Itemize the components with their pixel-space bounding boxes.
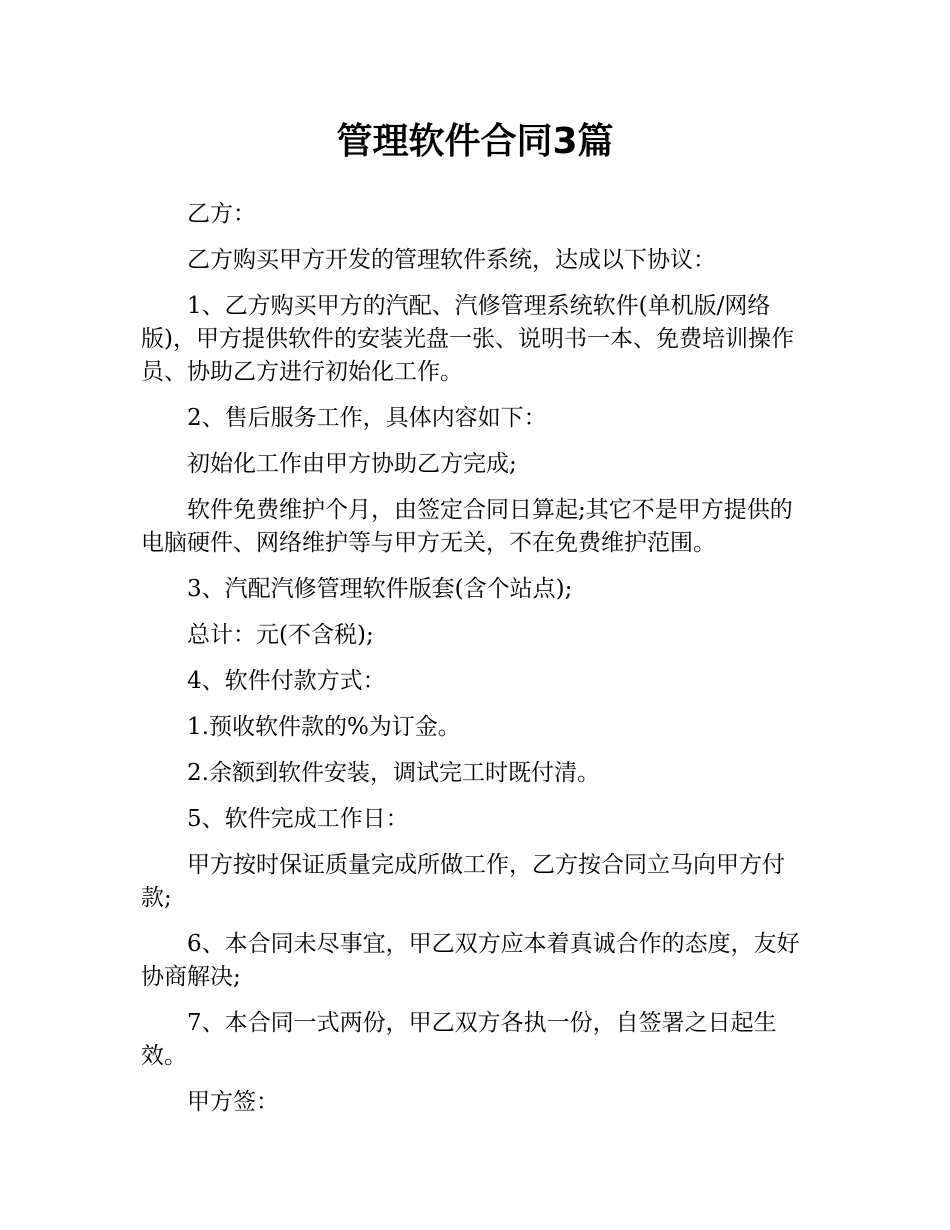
paragraph-balance: 2.余额到软件安装，调试完工时既付清。	[187, 760, 600, 786]
paragraph-initialization: 初始化工作由甲方协助乙方完成;	[187, 451, 517, 477]
paragraph-clause-3: 3、汽配汽修管理软件版套(含个站点);	[187, 576, 573, 602]
paragraph-intro: 乙方购买甲方开发的管理软件系统，达成以下协议：	[187, 247, 716, 273]
paragraph-clause-1: 1、乙方购买甲方的汽配、汽修管理系统软件(单机版/网络版)，甲方提供软件的安装光盘一张、说明书一本、免费培训操作员、协助乙方进行初始化工作。	[141, 293, 794, 385]
paragraph-clause-6: 6、本合同未尽事宜，甲乙双方应本着真诚合作的态度，友好协商解决;	[141, 931, 800, 990]
paragraph-party-b: 乙方：	[187, 201, 256, 227]
paragraph-total: 总计：元(不含税);	[187, 622, 374, 648]
document-title: 管理软件合同3篇	[336, 121, 614, 162]
paragraph-deposit: 1.预收软件款的%为订金。	[187, 714, 461, 740]
paragraph-clause-2: 2、售后服务工作，具体内容如下：	[187, 405, 547, 431]
paragraph-clause-5: 5、软件完成工作日：	[187, 806, 409, 832]
paragraph-party-a-signature: 甲方签：	[187, 1089, 279, 1115]
paragraph-clause-7: 7、本合同一式两份，甲乙双方各执一份，自签署之日起生效。	[141, 1010, 777, 1069]
paragraph-payment: 甲方按时保证质量完成所做工作，乙方按合同立马向甲方付款;	[141, 852, 785, 911]
document-body	[141, 198, 809, 1132]
paragraph-maintenance: 软件免费维护个月，由签定合同日算起;其它不是甲方提供的电脑硬件、网络维护等与甲方无关，不在免费维护范围。	[141, 497, 793, 556]
paragraph-clause-4: 4、软件付款方式：	[187, 668, 386, 694]
